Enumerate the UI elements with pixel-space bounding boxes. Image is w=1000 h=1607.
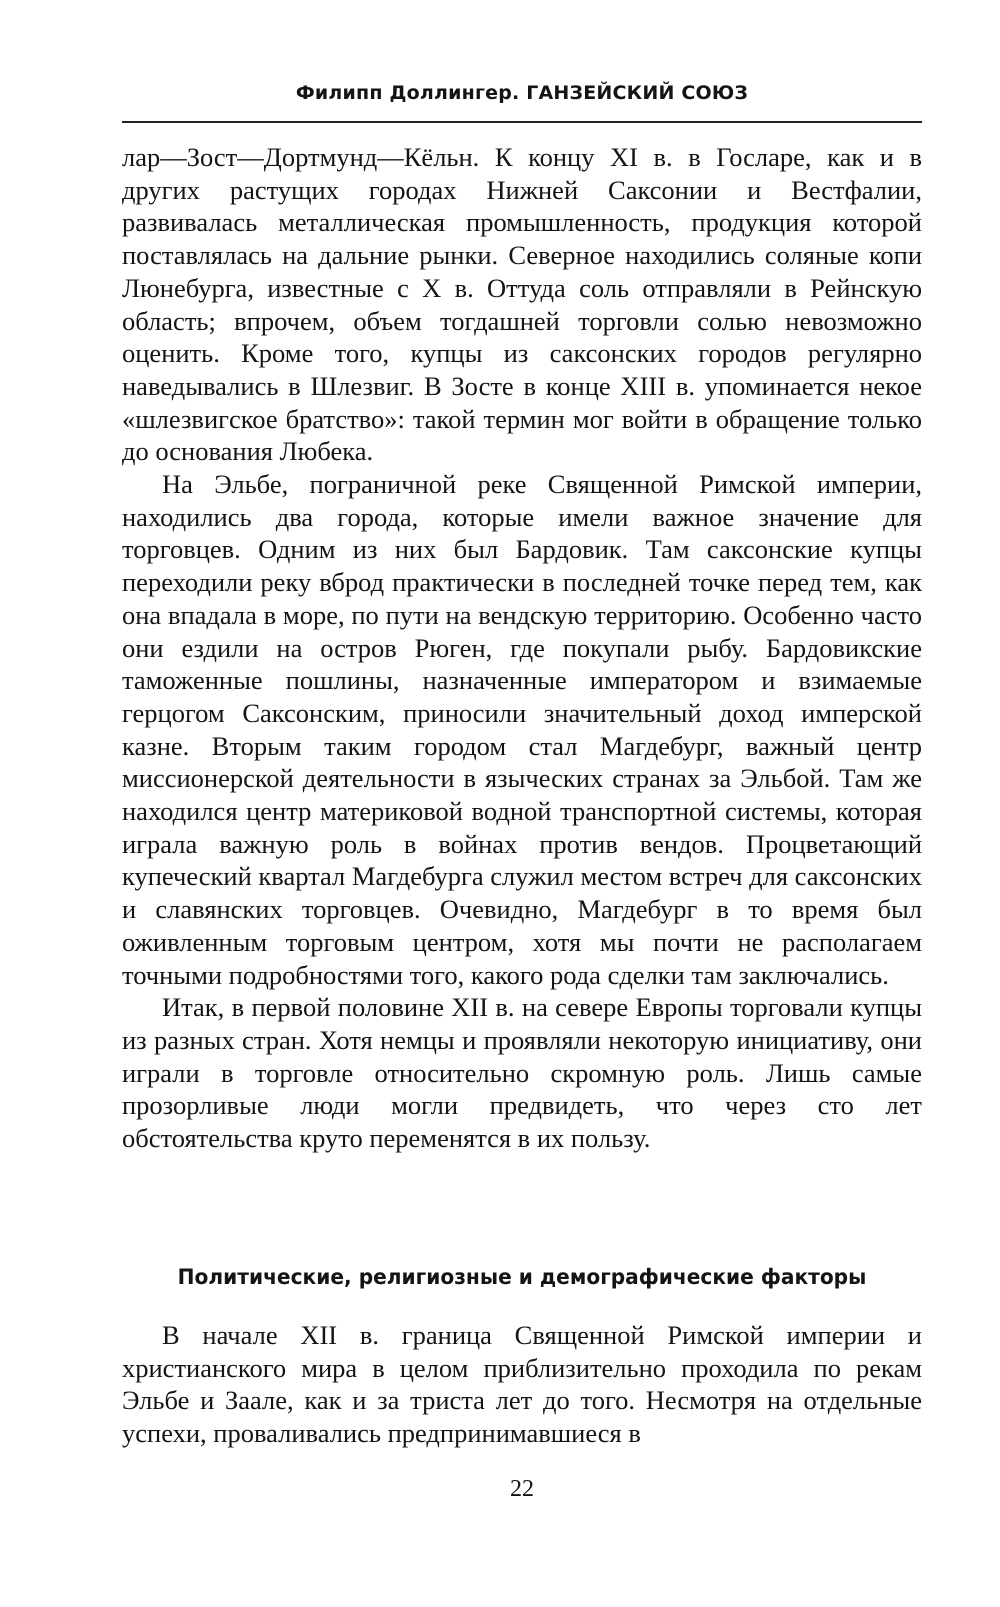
section-paragraph-1: В начале XII в. граница Священной Римской империи и христианского мира в целом приблизительно проходила по рекам Эльбе и Заале, как и за триста лет до того. Несмотря на отдельные успехи, проваливались предпринимавшиеся в (122, 1320, 922, 1449)
page-number: 22 (510, 1476, 534, 1502)
main-text (122, 141, 922, 1155)
paragraph-3: Итак, в первой половине XII в. на севере Европы торговали купцы из разных стран. Хотя немцы и проявляли некоторую инициативу, они играли в торговле относительно скромную роль. Лишь самые прозорливые люди могли предвидеть, что через сто лет обстоятельства круто переменятся в их пользу. (122, 992, 922, 1154)
running-head: Филипп Доллингер. ГАНЗЕЙСКИЙ СОЮЗ (295, 82, 749, 104)
section-heading: Политические, религиозные и демографические факторы (177, 1265, 867, 1289)
paragraph-1: лар—Зост—Дортмунд—Кёльн. К концу XI в. в Госларе, как и в других растущих городах Нижней Саксонии и Вестфалии, развивалась металлическая промышленность, продукция которой поставлялась на дальние рынки. Северное находились соляные копи Люнебурга, известные с X в. Оттуда соль отправляли в Рейнскую область; впрочем, объем тогдашней торговли солью невозможно оценить. Кроме того, купцы из саксонских городов регулярно наведывались в Шлезвиг. В Зосте в конце XIII в. упоминается некое «шлезвигское братство»: такой термин мог войти в обращение только до основания Любека. (122, 142, 922, 467)
paragraph-2: На Эльбе, пограничной реке Священной Римской империи, находились два города, которые имели важное значение для торговцев. Одним из них был Бардовик. Там саксонские купцы переходили реку вброд практически в последней точке перед тем, как она впадала в море, по пути на вендскую территорию. Особенно часто они ездили на остров Рюген, где покупали рыбу. Бардовикские таможенные пошлины, назначенные императором и взимаемые герцогом Саксонским, приносили значительный доход имперской казне. Вторым таким городом стал Магдебург, важный центр миссионерской деятельности в языческих странах за Эльбой. Там же находился центр материковой водной транспортной системы, которая играла важную роль в войнах против вендов. Процветающий купеческий квартал Магдебурга служил местом встреч для саксонских и славянских торговцев. Очевидно, Магдебург в то время был оживленным торговым центром, хотя мы почти не располагаем точными подробностями того, какого рода сделки там заключались. (122, 469, 922, 990)
section-text (122, 1319, 922, 1450)
header-rule (122, 121, 922, 123)
